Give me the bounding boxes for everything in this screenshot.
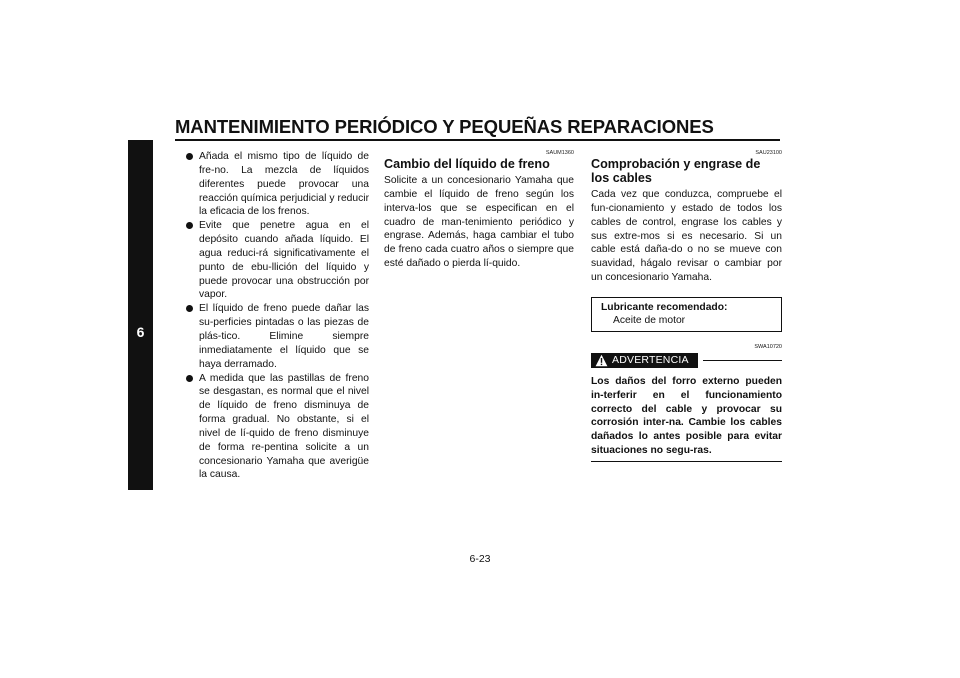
bullet-text: Añada el mismo tipo de líquido de fre-no. La mezcla de líquidos diferentes puede provocar una reacción química perjudicial y reducir la eficacia de los frenos. bbox=[199, 151, 369, 218]
bullet-icon bbox=[186, 222, 193, 229]
list-item bbox=[186, 302, 369, 371]
warning-end-rule bbox=[591, 461, 782, 462]
bullet-icon bbox=[186, 375, 193, 382]
page-number: 6-23 bbox=[469, 553, 491, 565]
warning-label: ADVERTENCIA bbox=[612, 353, 689, 366]
bullet-icon bbox=[186, 153, 193, 160]
warning-rule bbox=[703, 360, 782, 361]
lubricant-box bbox=[591, 297, 782, 332]
column-1 bbox=[186, 150, 369, 482]
warning-header bbox=[591, 353, 782, 369]
bullet-text: Evite que penetre agua en el depósito cuando añada líquido. El agua reduci-rá significativamente el punto de ebu-llición del líquido y puede provocar una obstrucción por vapor. bbox=[199, 220, 369, 301]
bullet-icon bbox=[186, 305, 193, 312]
bullet-text: El líquido de freno puede dañar las su-perficies pintadas o las piezas de plás-tico. Elimine siempre inmediatamente el líquido que se haya derramado. bbox=[199, 303, 369, 370]
page-title: MANTENIMIENTO PERIÓDICO Y PEQUEÑAS REPARACIONES bbox=[175, 116, 714, 137]
section-body: Solicite a un concesionario Yamaha que cambie el líquido de freno según los interva-los que se especifican en el cuadro de man-tenimiento periódico y engrase. Además, haga cambiar el tubo de freno cada cuatro años o siempre que esté dañado o pierda lí-quido. bbox=[384, 175, 574, 270]
section-code: SAUM1360 bbox=[545, 150, 574, 156]
warning-code: SWA10720 bbox=[754, 343, 782, 350]
chapter-tab-number: 6 bbox=[136, 324, 145, 340]
column-3 bbox=[591, 150, 782, 462]
list-item bbox=[186, 372, 369, 483]
warning-triangle-icon bbox=[595, 354, 608, 367]
section-body: Cada vez que conduzca, compruebe el fun-cionamiento y estado de todos los cables de control, engrase los cables y sus extre-mos si es necesario. Si un cable está daña-do o no se mueve con suavidad, hágalo revisar o cambiar por un concesionario Yamaha. bbox=[591, 189, 782, 284]
warning-badge bbox=[591, 353, 698, 368]
bullet-text: A medida que las pastillas de freno se desgastan, es normal que el nivel de líquido de freno disminuya de forma gradual. No obstante, si el nivel de lí-quido de freno disminuye de forma re-pentina solicite a un concesionario Yamaha que averigüe la causa. bbox=[199, 372, 369, 481]
list-item bbox=[186, 219, 369, 302]
section-heading: Comprobación y engrase de los cables bbox=[591, 157, 761, 185]
section-heading: Cambio del líquido de freno bbox=[384, 157, 550, 171]
lubricant-title: Lubricante recomendado: bbox=[601, 301, 728, 313]
lubricant-value: Aceite de motor bbox=[613, 314, 686, 326]
list-item bbox=[186, 150, 369, 219]
title-rule bbox=[175, 139, 780, 141]
column-2 bbox=[384, 150, 574, 271]
section-code: SAU23100 bbox=[755, 150, 782, 156]
chapter-tab bbox=[128, 140, 153, 490]
warning-text: Los daños del forro externo pueden in-terferir en el funcionamiento correcto del cable y provocar su corrosión inter-na. Cambie los cables dañados lo antes posible para evitar situaciones no segu-ras. bbox=[591, 375, 782, 457]
bullet-list bbox=[186, 150, 369, 482]
